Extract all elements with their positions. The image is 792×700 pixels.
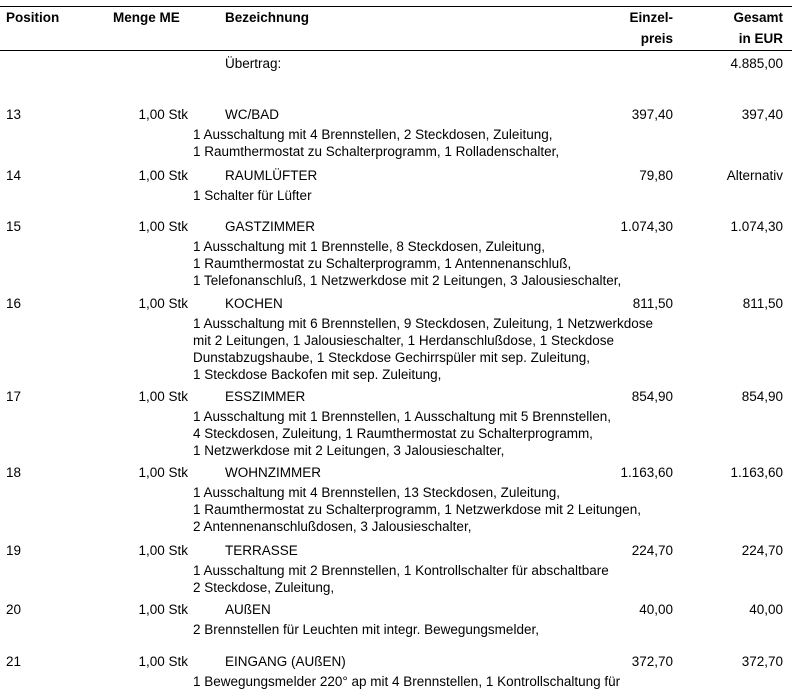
row-description-line: 1 Ausschaltung mit 6 Brennstellen, 9 Steckdosen, Zuleitung, 1 Netzwerkdose: [193, 316, 654, 331]
row-menge: 1,00 Stk: [138, 654, 188, 669]
row-description-line: 2 Steckdose, Zuleitung,: [193, 580, 335, 595]
row-bezeichnung: GASTZIMMER: [225, 219, 315, 234]
row-description-line: Dunstabzugshaube, 1 Steckdose Gechirrspüler mit sep. Zuleitung,: [193, 350, 590, 365]
row-description-line: 1 Raumthermostat zu Schalterprogramm, 1 Rolladenschalter,: [193, 144, 560, 159]
row-position: 18: [6, 465, 22, 480]
row-description-line: 1 Steckdose Backofen mit sep. Zuleitung,: [193, 367, 442, 382]
row-einzelpreis: 397,40: [631, 107, 673, 122]
row-menge: 1,00 Stk: [138, 168, 188, 183]
row-menge: 1,00 Stk: [138, 465, 188, 480]
row-gesamtpreis: 1.074,30: [730, 219, 783, 234]
header-gesamt-line1: Gesamt: [733, 10, 783, 25]
row-einzelpreis: 854,90: [631, 389, 673, 404]
row-description-line: 1 Telefonanschluß, 1 Netzwerkdose mit 2 Leitungen, 3 Jalousieschalter,: [193, 273, 622, 288]
row-position: 17: [6, 389, 22, 404]
row-bezeichnung: WOHNZIMMER: [225, 465, 321, 480]
row-menge: 1,00 Stk: [138, 296, 188, 311]
row-position: 13: [6, 107, 22, 122]
row-description-line: 1 Ausschaltung mit 4 Brennstellen, 2 Steckdosen, Zuleitung,: [193, 127, 553, 142]
row-bezeichnung: EINGANG (AUßEN): [225, 654, 346, 669]
row-menge: 1,00 Stk: [138, 219, 188, 234]
row-einzelpreis: 224,70: [631, 543, 673, 558]
row-position: 15: [6, 219, 22, 234]
row-menge: 1,00 Stk: [138, 543, 188, 558]
row-description-line: 1 Ausschaltung mit 1 Brennstelle, 8 Steckdosen, Zuleitung,: [193, 239, 545, 254]
row-description-line: mit 2 Leitungen, 1 Jalousieschalter, 1 Herdanschlußdose, 1 Steckdose: [193, 333, 614, 348]
row-position: 14: [6, 168, 22, 183]
row-menge: 1,00 Stk: [138, 107, 188, 122]
row-menge: 1,00 Stk: [138, 389, 188, 404]
row-bezeichnung: RAUMLÜFTER: [225, 168, 318, 183]
row-description-line: 1 Raumthermostat zu Schalterprogramm, 1 Antennenanschluß,: [193, 256, 572, 271]
row-gesamtpreis: Alternativ: [726, 168, 783, 183]
header-top-rule: [0, 6, 792, 7]
row-menge: 1,00 Stk: [138, 602, 188, 617]
row-description-line: 1 Ausschaltung mit 4 Brennstellen, 13 Steckdosen, Zuleitung,: [193, 485, 560, 500]
header-bottom-rule: [0, 50, 792, 51]
row-description-line: 1 Bewegungsmelder 220° ap mit 4 Brennstellen, 1 Kontrollschaltung für: [193, 674, 621, 689]
row-gesamtpreis: 224,70: [741, 543, 783, 558]
row-gesamtpreis: 397,40: [741, 107, 783, 122]
row-einzelpreis: 40,00: [639, 602, 673, 617]
row-einzelpreis: 1.074,30: [620, 219, 673, 234]
header-menge: Menge ME: [113, 10, 180, 25]
header-bezeichnung: Bezeichnung: [225, 10, 310, 25]
header-gesamt-line2: in EUR: [738, 31, 783, 46]
row-description-line: 1 Ausschaltung mit 1 Brennstellen, 1 Ausschaltung mit 5 Brennstellen,: [193, 409, 611, 424]
row-gesamtpreis: 811,50: [742, 296, 783, 311]
row-bezeichnung: TERRASSE: [225, 543, 298, 558]
row-einzelpreis: 1.163,60: [620, 465, 673, 480]
row-bezeichnung: KOCHEN: [225, 296, 283, 311]
uebertrag-label: Übertrag:: [225, 56, 282, 71]
row-gesamtpreis: 40,00: [749, 602, 783, 617]
row-description-line: 2 Antennenanschlußdosen, 3 Jalousieschalter,: [193, 519, 472, 534]
row-bezeichnung: WC/BAD: [225, 107, 279, 122]
row-description-line: 4 Steckdosen, Zuleitung, 1 Raumthermostat zu Schalterprogramm,: [193, 426, 593, 441]
row-position: 16: [6, 296, 22, 311]
row-bezeichnung: AUßEN: [225, 602, 271, 617]
row-gesamtpreis: 372,70: [741, 654, 783, 669]
row-einzelpreis: 811,50: [632, 296, 673, 311]
row-einzelpreis: 372,70: [631, 654, 673, 669]
row-position: 20: [6, 602, 22, 617]
row-einzelpreis: 79,80: [639, 168, 673, 183]
row-description-line: 1 Ausschaltung mit 2 Brennstellen, 1 Kontrollschalter für abschaltbare: [193, 563, 609, 578]
row-gesamtpreis: 854,90: [741, 389, 783, 404]
row-bezeichnung: ESSZIMMER: [225, 389, 306, 404]
row-position: 21: [6, 654, 22, 669]
header-einzelpreis-line1: Einzel-: [629, 10, 673, 25]
uebertrag-value: 4.885,00: [730, 56, 783, 71]
header-position: Position: [6, 10, 60, 25]
row-description-line: 2 Brennstellen für Leuchten mit integr. Bewegungsmelder,: [193, 622, 539, 637]
row-description-line: 1 Schalter für Lüfter: [193, 188, 312, 203]
row-gesamtpreis: 1.163,60: [730, 465, 783, 480]
row-description-line: 1 Raumthermostat zu Schalterprogramm, 1 Netzwerkdose mit 2 Leitungen,: [193, 502, 641, 517]
row-description-line: 1 Netzwerkdose mit 2 Leitungen, 3 Jalousieschalter,: [193, 443, 505, 458]
header-einzelpreis-line2: preis: [640, 31, 673, 46]
row-position: 19: [6, 543, 22, 558]
